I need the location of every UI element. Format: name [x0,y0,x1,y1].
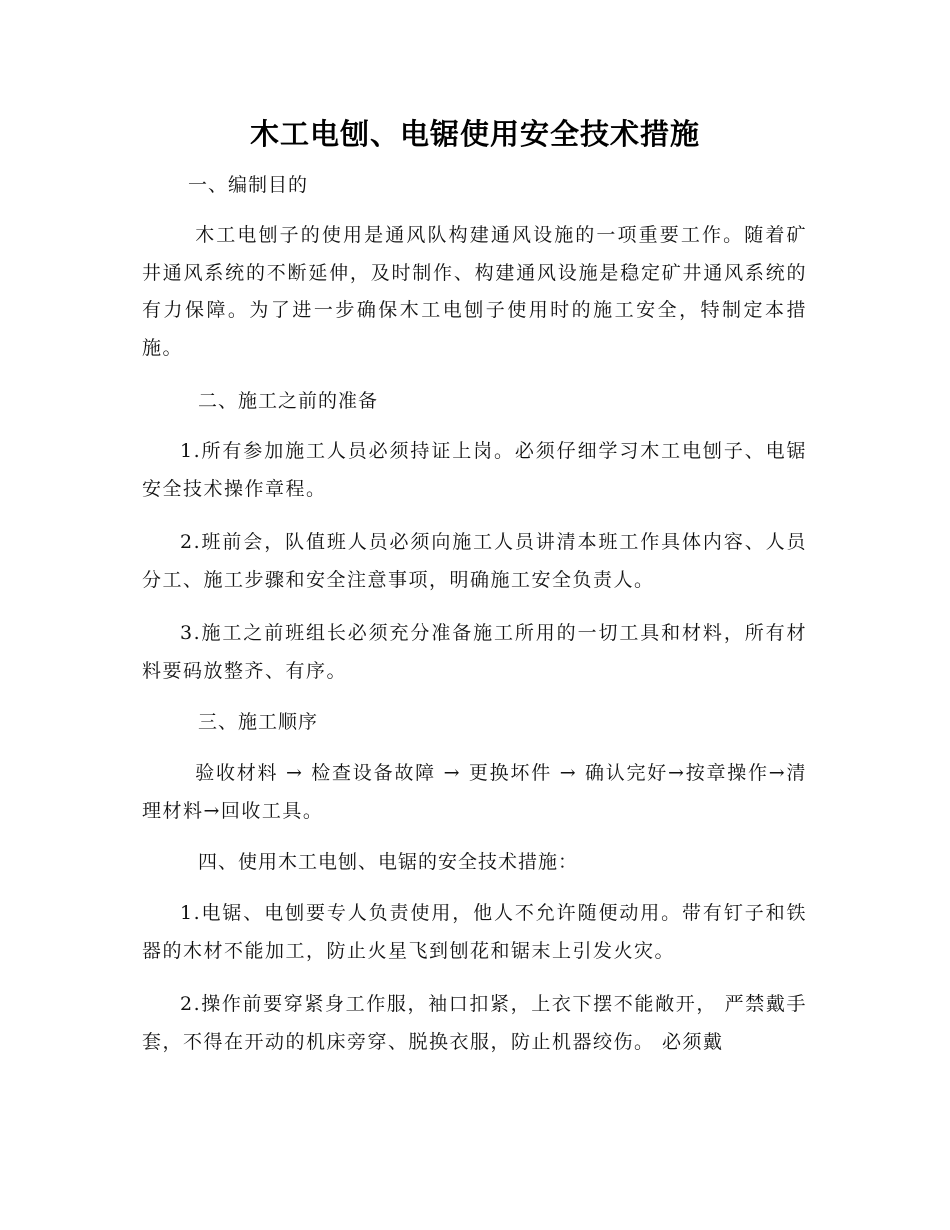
section-heading: 四、使用木工电刨、电锯的安全技术措施： [198,851,579,873]
paragraph: 3.施工之前班组长必须充分准备施工所用的一切工具和材料，所有材料要码放整齐、有序。 [142,622,807,682]
section-heading: 二、施工之前的准备 [198,390,379,412]
paragraph: 验收材料 → 检查设备故障 → 更换坏件 → 确认完好→按章操作→清理材料→回收工具。 [142,762,807,822]
paragraph: 2.操作前要穿紧身工作服，袖口扣紧，上衣下摆不能敞开， 严禁戴手套，不得在开动的机床旁穿、脱换衣服，防止机器绞伤。 必须戴 [142,993,807,1053]
paragraph: 2.班前会，队值班人员必须向施工人员讲清本班工作具体内容、人员分工、施工步骤和安全注意事项，明确施工安全负责人。 [142,531,807,591]
document-title: 木工电刨、电锯使用安全技术措施 [249,117,700,151]
section-heading: 三、施工顺序 [198,711,319,733]
paragraph: 木工电刨子的使用是通风队构建通风设施的一项重要工作。随着矿井通风系统的不断延伸，及时制作、构建通风设施是稳定矿井通风系统的有力保障。为了进一步确保木工电刨子使用时的施工安全，特制定本措施。 [142,224,807,359]
paragraph: 1.所有参加施工人员必须持证上岗。必须仔细学习木工电刨子、电锯安全技术操作章程。 [142,440,807,500]
paragraph: 1.电锯、电刨要专人负责使用，他人不允许随便动用。带有钉子和铁器的木材不能加工，防止火星飞到刨花和锯末上引发火灾。 [142,902,807,962]
section-heading: 一、编制目的 [188,174,309,196]
